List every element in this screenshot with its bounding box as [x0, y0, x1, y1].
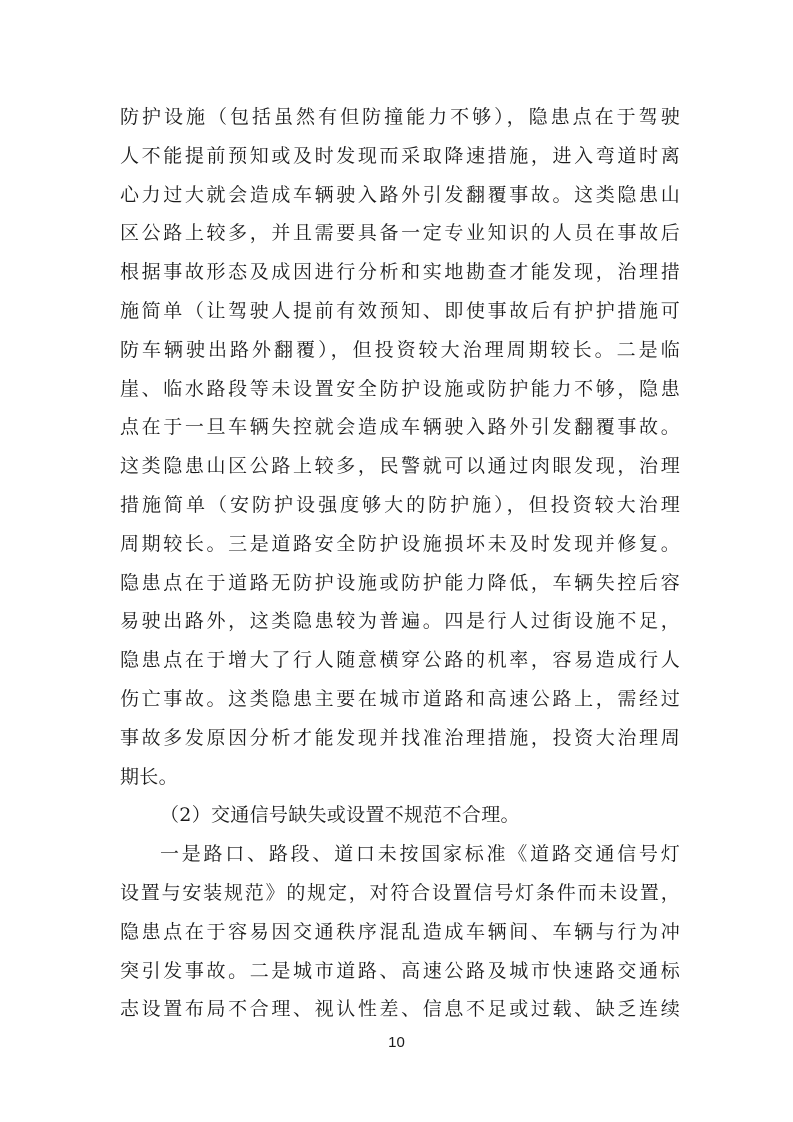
- text-line: 隐患点在于道路无防护设施或防护能力降低，车辆失控后容: [120, 571, 680, 594]
- text-line: 措施简单（安防护设强度够大的防护施），但投资较大治理: [120, 493, 680, 516]
- text-line: 施简单（让驾驶人提前有效预知、即使事故后有护护措施可: [120, 299, 680, 322]
- text-line: 区公路上较多，并且需要具备一定专业知识的人员在事故后: [120, 222, 680, 245]
- text-line: 志设置布局不合理、视认性差、信息不足或过载、缺乏连续: [120, 998, 680, 1021]
- section-heading: （2）交通信号缺失或设置不规范不合理。: [160, 804, 520, 827]
- text-line: 突引发事故。二是城市道路、高速公路及城市快速路交通标: [120, 959, 680, 982]
- text-line: 防护设施（包括虽然有但防撞能力不够），隐患点在于驾驶: [120, 106, 680, 128]
- text-line: 人不能提前预知或及时发现而采取降速措施，进入弯道时离: [120, 144, 680, 167]
- text-line: 一是路口、路段、道口未按国家标准《道路交通信号灯: [160, 843, 680, 866]
- text-line: 点在于一旦车辆失控就会造成车辆驶入路外引发翻覆事故。: [120, 416, 680, 439]
- text-line: 这类隐患山区公路上较多，民警就可以通过肉眼发现，治理: [120, 455, 680, 478]
- text-line: 根据事故形态及成因进行分析和实地勘查才能发现，治理措: [120, 261, 680, 284]
- text-line: 防车辆驶出路外翻覆），但投资较大治理周期较长。二是临: [120, 338, 680, 361]
- text-line: 隐患点在于增大了行人随意横穿公路的机率，容易造成行人: [120, 649, 680, 672]
- page-number: 10: [388, 1034, 405, 1051]
- text-line: 期长。: [120, 765, 178, 788]
- body-text: [120, 98, 680, 1029]
- text-line: 事故多发原因分析才能发现并找准治理措施，投资大治理周: [120, 726, 680, 749]
- text-line: 易驶出路外，这类隐患较为普遍。四是行人过街设施不足，: [120, 610, 680, 633]
- text-line: 周期较长。三是道路安全防护设施损坏未及时发现并修复。: [120, 532, 680, 555]
- text-line: 隐患点在于容易因交通秩序混乱造成车辆间、车辆与行为冲: [120, 920, 680, 943]
- text-line: 伤亡事故。这类隐患主要在城市道路和高速公路上，需经过: [120, 687, 680, 710]
- text-line: 设置与安装规范》的规定，对符合设置信号灯条件而未设置，: [120, 881, 680, 904]
- text-line: 崖、临水路段等未设置安全防护设施或防护能力不够，隐患: [120, 377, 680, 400]
- text-line: 心力过大就会造成车辆驶入路外引发翻覆事故。这类隐患山: [120, 183, 680, 206]
